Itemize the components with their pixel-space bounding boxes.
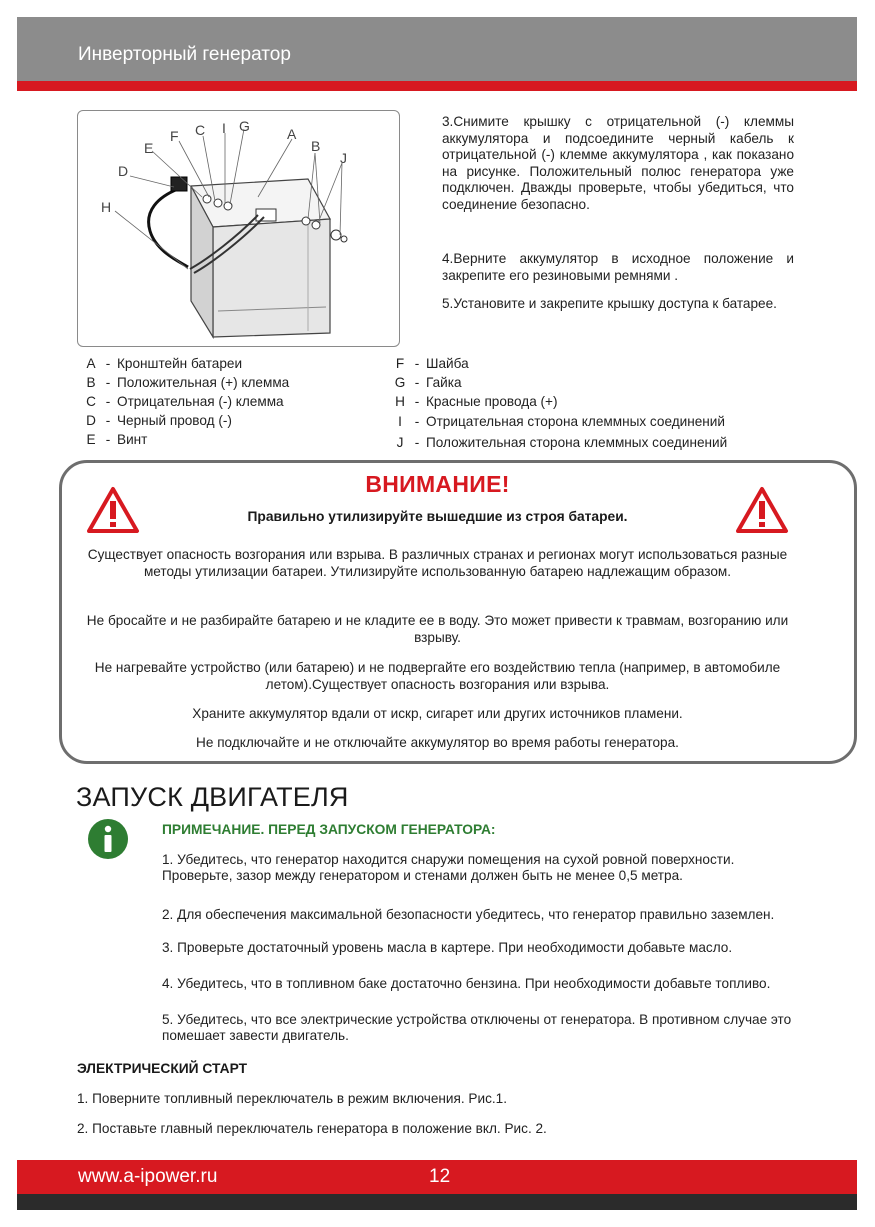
legend-item-C: C - Отрицательная (-) клемма bbox=[86, 394, 284, 409]
legend-item-F: F - Шайба bbox=[395, 356, 469, 371]
step-4-text: 4.Верните аккумулятор в исходное положение и закрепите его резиновыми ремнями . bbox=[442, 251, 794, 283]
label-I: I bbox=[222, 120, 226, 136]
label-C: C bbox=[195, 122, 206, 138]
page-number: 12 bbox=[429, 1166, 451, 1187]
legend-item-H: H - Красные провода (+) bbox=[395, 394, 558, 409]
section-title: ЗАПУСК ДВИГАТЕЛЯ bbox=[76, 782, 349, 812]
step-5-text: 5.Установите и закрепите крышку доступа к батарее. bbox=[442, 296, 777, 311]
label-F: F bbox=[170, 128, 179, 144]
label-H: H bbox=[101, 199, 112, 215]
electric-step-2: 2. Поставьте главный переключатель генератора в положение вкл. Рис. 2. bbox=[77, 1121, 547, 1136]
warning-subtitle: Правильно утилизируйте вышедшие из строя батареи. bbox=[247, 509, 628, 524]
legend-item-G: G - Гайка bbox=[394, 375, 462, 390]
label-B: B bbox=[311, 138, 321, 154]
footer-dark-stripe bbox=[17, 1194, 857, 1210]
warning-paragraph-4: Храните аккумулятор вдали от искр, сигарет или других источников пламени. bbox=[192, 706, 683, 721]
warning-paragraph-1: Существует опасность возгорания или взрыва. В различных странах и регионах могут использоваться разные методы утилизации батареи. Утилизируйте использованную батарею надлежащим образом. bbox=[87, 547, 788, 579]
battery-illustration bbox=[78, 111, 399, 346]
warning-paragraph-5: Не подключайте и не отключайте аккумулятор во время работы генератора. bbox=[196, 735, 679, 750]
battery-diagram bbox=[77, 110, 400, 347]
legend-item-J: J - Положительная сторона клеммных соединений bbox=[396, 435, 728, 450]
legend-item-I: I - Отрицательная сторона клеммных соединений bbox=[398, 414, 725, 429]
electric-step-1: 1. Поверните топливный переключатель в режим включения. Рис.1. bbox=[77, 1091, 507, 1106]
note-item-5: 5. Убедитесь, что все электрические устройства отключены от генератора. В противном случае это помешает завести двигатель. bbox=[162, 1012, 792, 1044]
label-J: J bbox=[340, 150, 347, 166]
legend-item-E: E - Винт bbox=[86, 432, 148, 447]
header-title: Инверторный генератор bbox=[78, 44, 291, 65]
warning-paragraph-3: Не нагревайте устройство (или батарею) и не подвергайте его воздействию тепла (например, в автомобиле летом).Существует опасность возгорания или взрыва. bbox=[94, 660, 781, 692]
note-title: ПРИМЕЧАНИЕ. ПЕРЕД ЗАПУСКОМ ГЕНЕРАТОРА: bbox=[162, 822, 496, 837]
electric-start-title: ЭЛЕКТРИЧЕСКИЙ СТАРТ bbox=[77, 1061, 248, 1076]
note-item-2: 2. Для обеспечения максимальной безопасности убедитесь, что генератор правильно заземлен. bbox=[162, 907, 775, 922]
step-3-text: 3.Снимите крышку с отрицательной (-) клеммы аккумулятора и подсоедините черный кабель к отрицательной (-) клемме аккумулятора , как показано на рисунке. Положительный полюс генератора уже подключен. Дважды проверьте, чтобы убедиться, что соединение безопасно. bbox=[442, 114, 794, 212]
note-item-4: 4. Убедитесь, что в топливном баке достаточно бензина. При необходимости добавьте топливо. bbox=[162, 976, 771, 991]
info-icon bbox=[88, 819, 128, 859]
label-G: G bbox=[239, 118, 250, 134]
legend-item-A: A - Кронштейн батареи bbox=[86, 356, 243, 371]
warning-title: ВНИМАНИЕ! bbox=[365, 471, 510, 497]
warning-paragraph-2: Не бросайте и не разбирайте батарею и не кладите ее в воду. Это может привести к травмам, возгоранию или взрыву. bbox=[86, 613, 789, 645]
label-E: E bbox=[144, 140, 154, 156]
note-item-3: 3. Проверьте достаточный уровень масла в картере. При необходимости добавьте масло. bbox=[162, 940, 733, 955]
footer-url: www.a-ipower.ru bbox=[78, 1166, 218, 1187]
label-A: A bbox=[287, 126, 297, 142]
legend-item-D: D - Черный провод (-) bbox=[86, 413, 232, 428]
legend-item-B: B - Положительная (+) клемма bbox=[86, 375, 290, 390]
note-item-1: 1. Убедитесь, что генератор находится снаружи помещения на сухой ровной поверхности. Проверьте, зазор между генератором и стенами должен быть не менее 0,5 метра. bbox=[162, 852, 735, 884]
header-accent-stripe bbox=[17, 81, 857, 91]
label-D: D bbox=[118, 163, 129, 179]
